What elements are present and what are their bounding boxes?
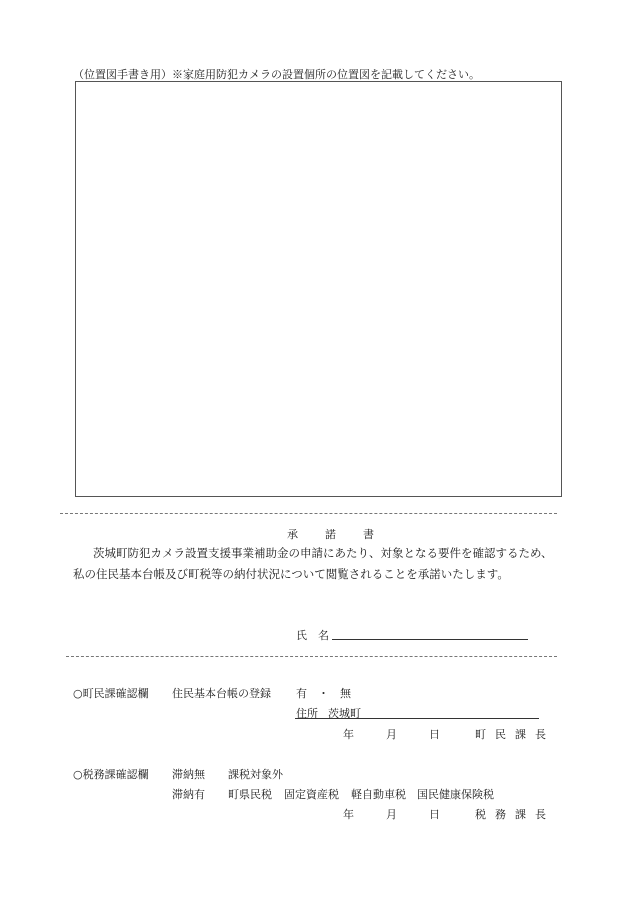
- divider-top: [60, 513, 557, 514]
- resident-date-month: 月: [386, 728, 397, 741]
- resident-check-title: ○町民課確認欄: [73, 687, 149, 700]
- resident-date-year: 年: [343, 728, 354, 741]
- resident-registry-label: 住民基本台帳の登録: [172, 687, 271, 700]
- divider-bottom: [66, 656, 557, 657]
- registry-dot: ・: [318, 687, 329, 700]
- tax-date-year: 年: [343, 808, 354, 821]
- location-map-drawing-area[interactable]: [75, 81, 562, 497]
- registry-yes: 有: [296, 687, 307, 700]
- name-signature-line[interactable]: [332, 639, 528, 640]
- consent-title: 承 諾 書: [287, 528, 382, 541]
- registry-no: 無: [340, 687, 351, 700]
- tax-check-title: ○税務課確認欄: [73, 768, 149, 781]
- resident-date-day: 日: [429, 728, 440, 741]
- address-value: 茨城町: [328, 707, 361, 720]
- not-taxable-label: 課税対象外: [228, 768, 283, 781]
- tax-municipal: 町県民税: [228, 788, 272, 801]
- consent-line-2: 私の住民基本台帳及び町税等の納付状況について閲覧されることを承諾いたします。: [73, 567, 509, 581]
- tax-date-day: 日: [429, 808, 440, 821]
- arrears-label: 滞納有: [172, 788, 205, 801]
- resident-officer: 町民課長: [475, 728, 555, 741]
- address-line: [295, 718, 539, 719]
- tax-light-vehicle: 軽自動車税: [351, 788, 406, 801]
- tax-date-month: 月: [386, 808, 397, 821]
- tax-fixed-asset: 固定資産税: [284, 788, 339, 801]
- no-arrears-label: 滞納無: [172, 768, 205, 781]
- address-label: 住所: [296, 707, 318, 720]
- tax-officer: 税務課長: [475, 808, 555, 821]
- tax-health-insurance: 国民健康保険税: [417, 788, 494, 801]
- consent-line-1: 茨城町防犯カメラ設置支援事業補助金の申請にあたり、対象となる要件を確認するため、: [93, 546, 553, 560]
- map-heading: （位置図手書き用）※家庭用防犯カメラの設置個所の位置図を記載してください。: [73, 68, 480, 81]
- name-label: 氏 名: [296, 629, 329, 642]
